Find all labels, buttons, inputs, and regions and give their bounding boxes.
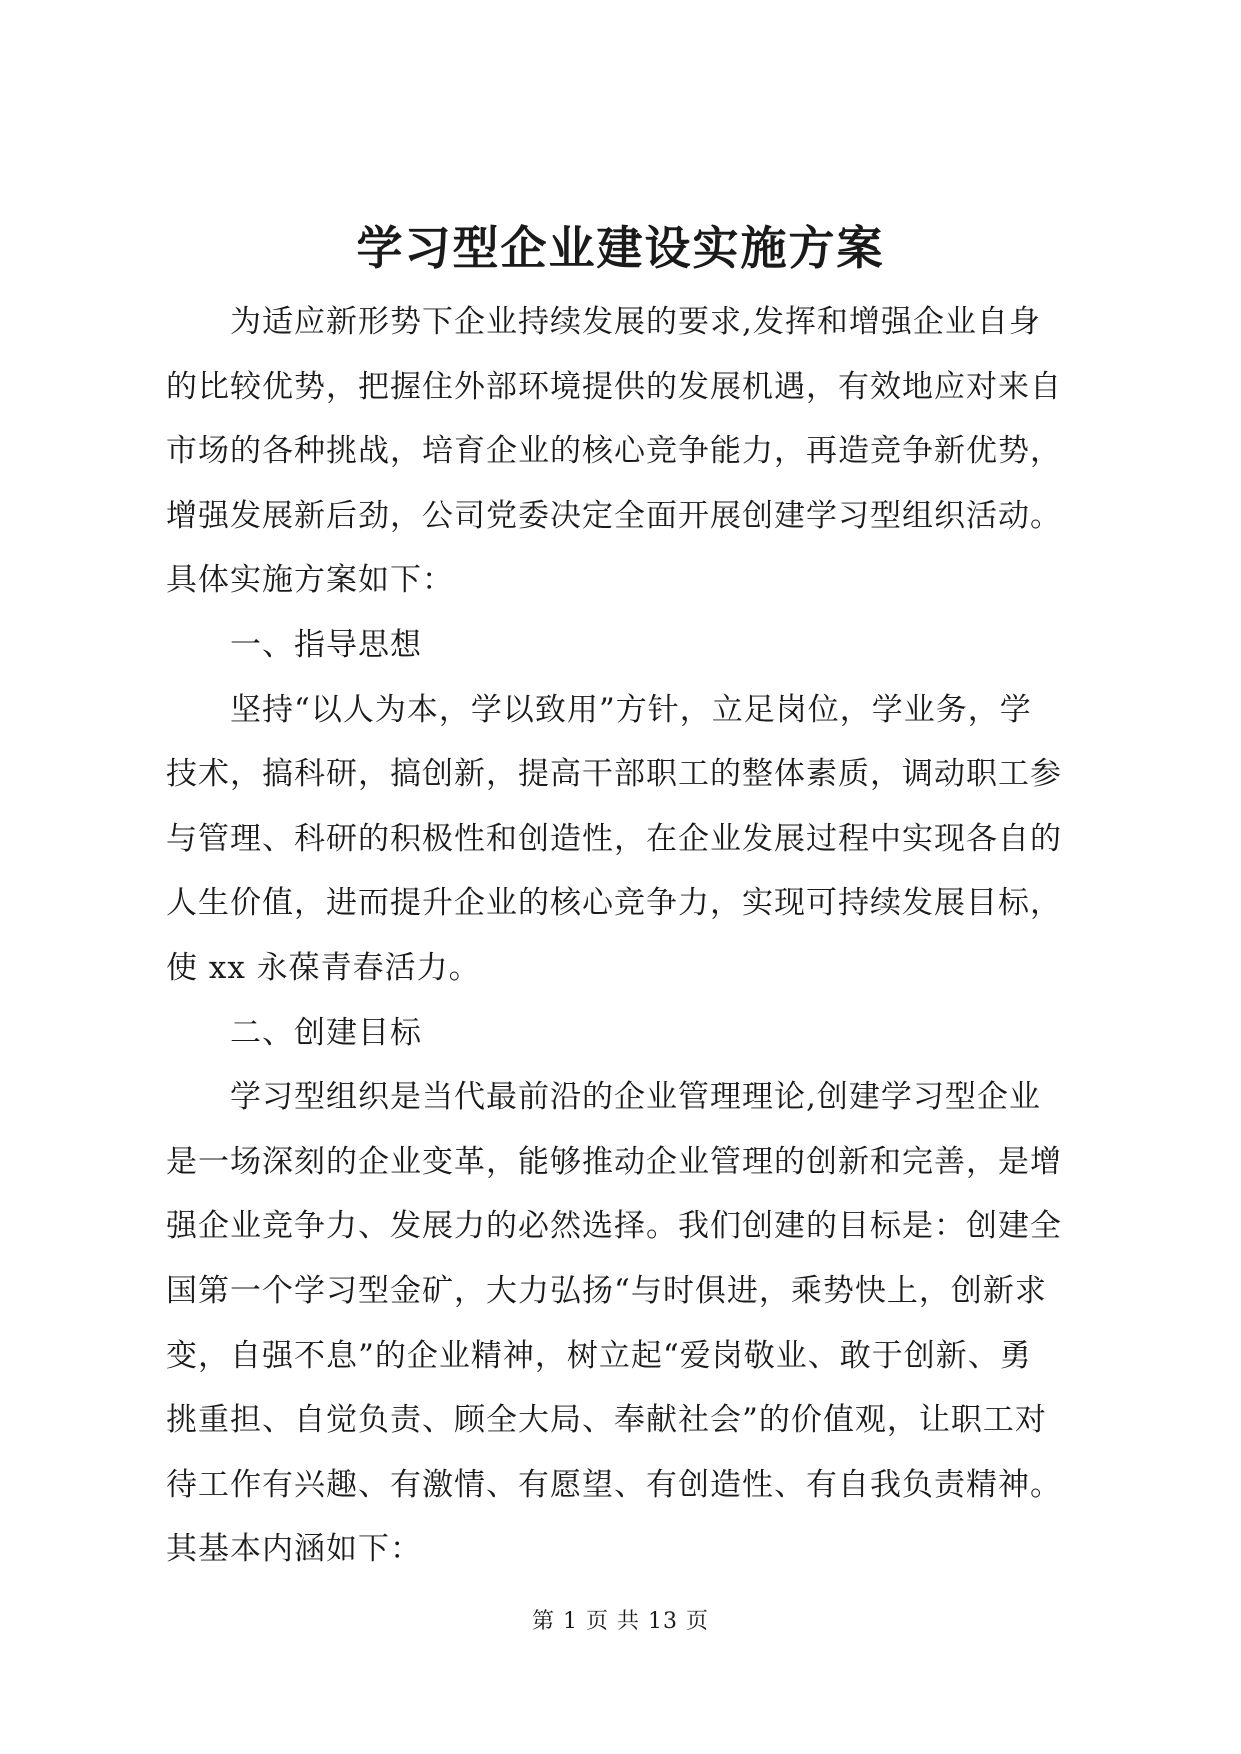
body-line: 增强发展新后劲，公司党委决定全面开展创建学习型组织活动。 <box>166 497 1062 534</box>
body-line: 国第一个学习型金矿，大力弘扬“与时俱进，乘势快上，创新求 <box>166 1272 1047 1309</box>
body-line: 其基本内涵如下： <box>166 1531 422 1568</box>
body-line: 待工作有兴趣、有激情、有愿望、有创造性、有自我负责精神。 <box>166 1466 1062 1503</box>
page-footer: 第 1 页 共 13 页 <box>532 1609 709 1634</box>
body-line: 为适应新形势下企业持续发展的要求,发挥和增强企业自身 <box>230 304 1041 340</box>
body-line: 具体实施方案如下： <box>166 562 454 599</box>
document-title: 学习型企业建设实施方案 <box>356 221 885 275</box>
body-line: 市场的各种挑战，培育企业的核心竞争能力，再造竞争新优势， <box>166 433 1062 470</box>
body-line: 坚持“以人为本，学以致用”方针，立足岗位，学业务，学 <box>230 691 1032 728</box>
body-line: 的比较优势，把握住外部环境提供的发展机遇，有效地应对来自 <box>166 368 1062 405</box>
body-line: 是一场深刻的企业变革，能够推动企业管理的创新和完善，是增 <box>166 1143 1062 1180</box>
body-line: 技术，搞科研，搞创新，提高干部职工的整体素质，调动职工参 <box>166 756 1062 793</box>
document-body <box>166 290 1086 1582</box>
body-line: 人生价值，进而提升企业的核心竞争力，实现可持续发展目标， <box>166 885 1062 922</box>
body-line: 与管理、科研的积极性和创造性，在企业发展过程中实现各自的 <box>166 820 1062 857</box>
section-heading-guiding-ideology: 一、指导思想 <box>230 626 422 663</box>
body-line: 强企业竞争力、发展力的必然选择。我们创建的目标是：创建全 <box>166 1208 1062 1245</box>
section-heading-creation-goals: 二、创建目标 <box>230 1014 422 1051</box>
body-line: 学习型组织是当代最前沿的企业管理理论,创建学习型企业 <box>230 1079 1041 1116</box>
body-line: 使 xx 永葆青春活力。 <box>166 949 481 986</box>
body-line: 挑重担、自觉负责、顾全大局、奉献社会”的价值观，让职工对 <box>166 1402 1047 1439</box>
body-line: 变，自强不息”的企业精神，树立起“爱岗敬业、敢于创新、勇 <box>166 1337 1032 1374</box>
